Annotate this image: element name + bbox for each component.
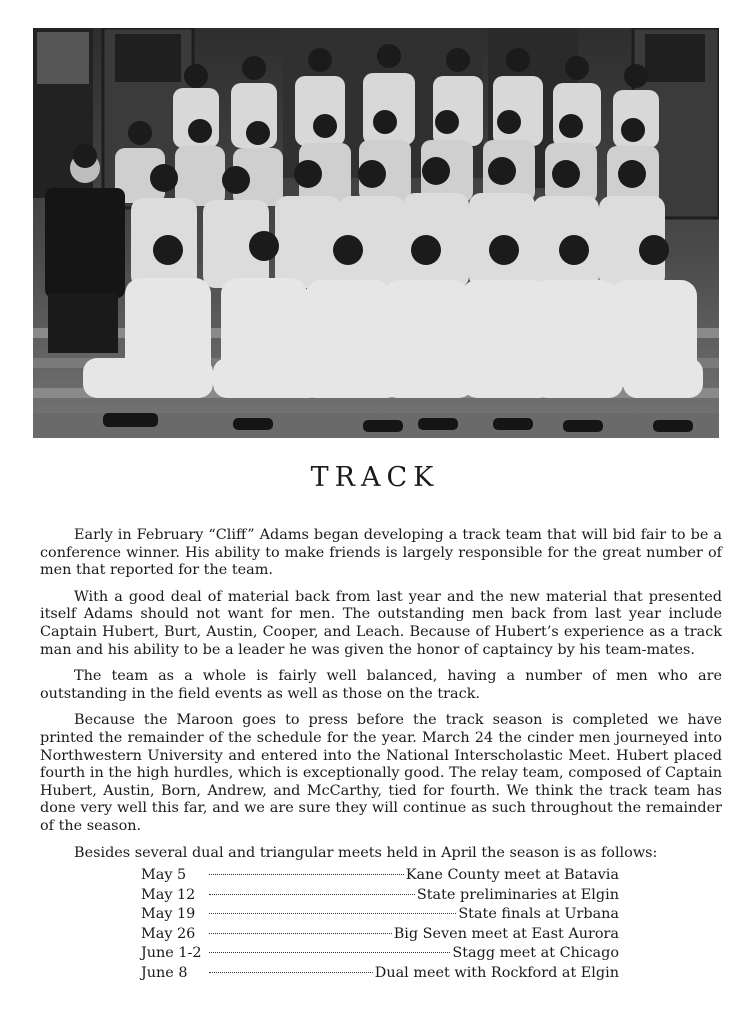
team-photo-illustration	[33, 28, 719, 438]
schedule-event: Big Seven meet at East Aurora	[393, 925, 619, 942]
schedule-row	[141, 925, 619, 945]
schedule-list	[141, 866, 619, 984]
schedule-date: May 5	[141, 867, 187, 883]
schedule-date: May 26	[141, 925, 196, 942]
schedule-event: State finals at Urbana	[458, 906, 619, 923]
leader-dots	[209, 912, 456, 914]
schedule-row	[141, 944, 619, 964]
schedule-date: June 8	[141, 964, 188, 981]
schedule-row	[141, 964, 619, 984]
page-title: TRACK	[310, 462, 440, 493]
schedule-event: Dual meet with Rockford at Elgin	[374, 964, 619, 981]
schedule-row	[141, 866, 619, 886]
leader-dots	[209, 932, 392, 934]
schedule-event: State preliminaries at Elgin	[416, 886, 619, 903]
paragraph: The team as a whole is fairly well balanced, having a number of men who are outstanding in the field events as well as those on the track.	[40, 668, 722, 702]
team-photo	[33, 28, 719, 438]
leader-dots	[209, 971, 373, 973]
leader-dots	[209, 873, 404, 875]
schedule-date: May 12	[141, 886, 196, 903]
leader-dots	[209, 893, 415, 895]
schedule-date: May 19	[141, 906, 196, 923]
schedule-row	[141, 905, 619, 925]
article-body	[40, 527, 722, 871]
schedule-event: Stagg meet at Chicago	[452, 945, 619, 962]
paragraph: Because the Maroon goes to press before the track season is completed we have printed the remainder of the schedule for the year. March 24 the cinder men journeyed into Northwestern University and entered into the National Interscholastic Meet. Hubert placed fourth in the high hurdles, which is exceptionally good. The relay team, composed of Captain Hubert, Austin, Born, Andrew, and McCarthy, tied for fourth. We think the track team has done very well this far, and we are sure they will continue as such throughout the remainder of the season.	[40, 712, 722, 834]
schedule-date: June 1-2	[141, 945, 202, 962]
paragraph: Besides several dual and triangular meets held in April the season is as follows:	[74, 844, 658, 861]
schedule-event: Kane County meet at Batavia	[405, 867, 619, 883]
paragraph: Early in February “Cliff” Adams began developing a track team that will bid fair to be a conference winner. His ability to make friends is largely responsible for the great number of men that reported for the team.	[40, 527, 722, 579]
paragraph: With a good deal of material back from last year and the new material that presented itself Adams should not want for men. The outstanding men back from last year include Captain Hubert, Burt, Austin, Cooper, and Leach. Because of Hubert’s experience as a track man and his ability to be a leader he was given the honor of captaincy by his team-mates.	[40, 588, 722, 658]
leader-dots	[209, 951, 450, 953]
schedule-row	[141, 886, 619, 906]
